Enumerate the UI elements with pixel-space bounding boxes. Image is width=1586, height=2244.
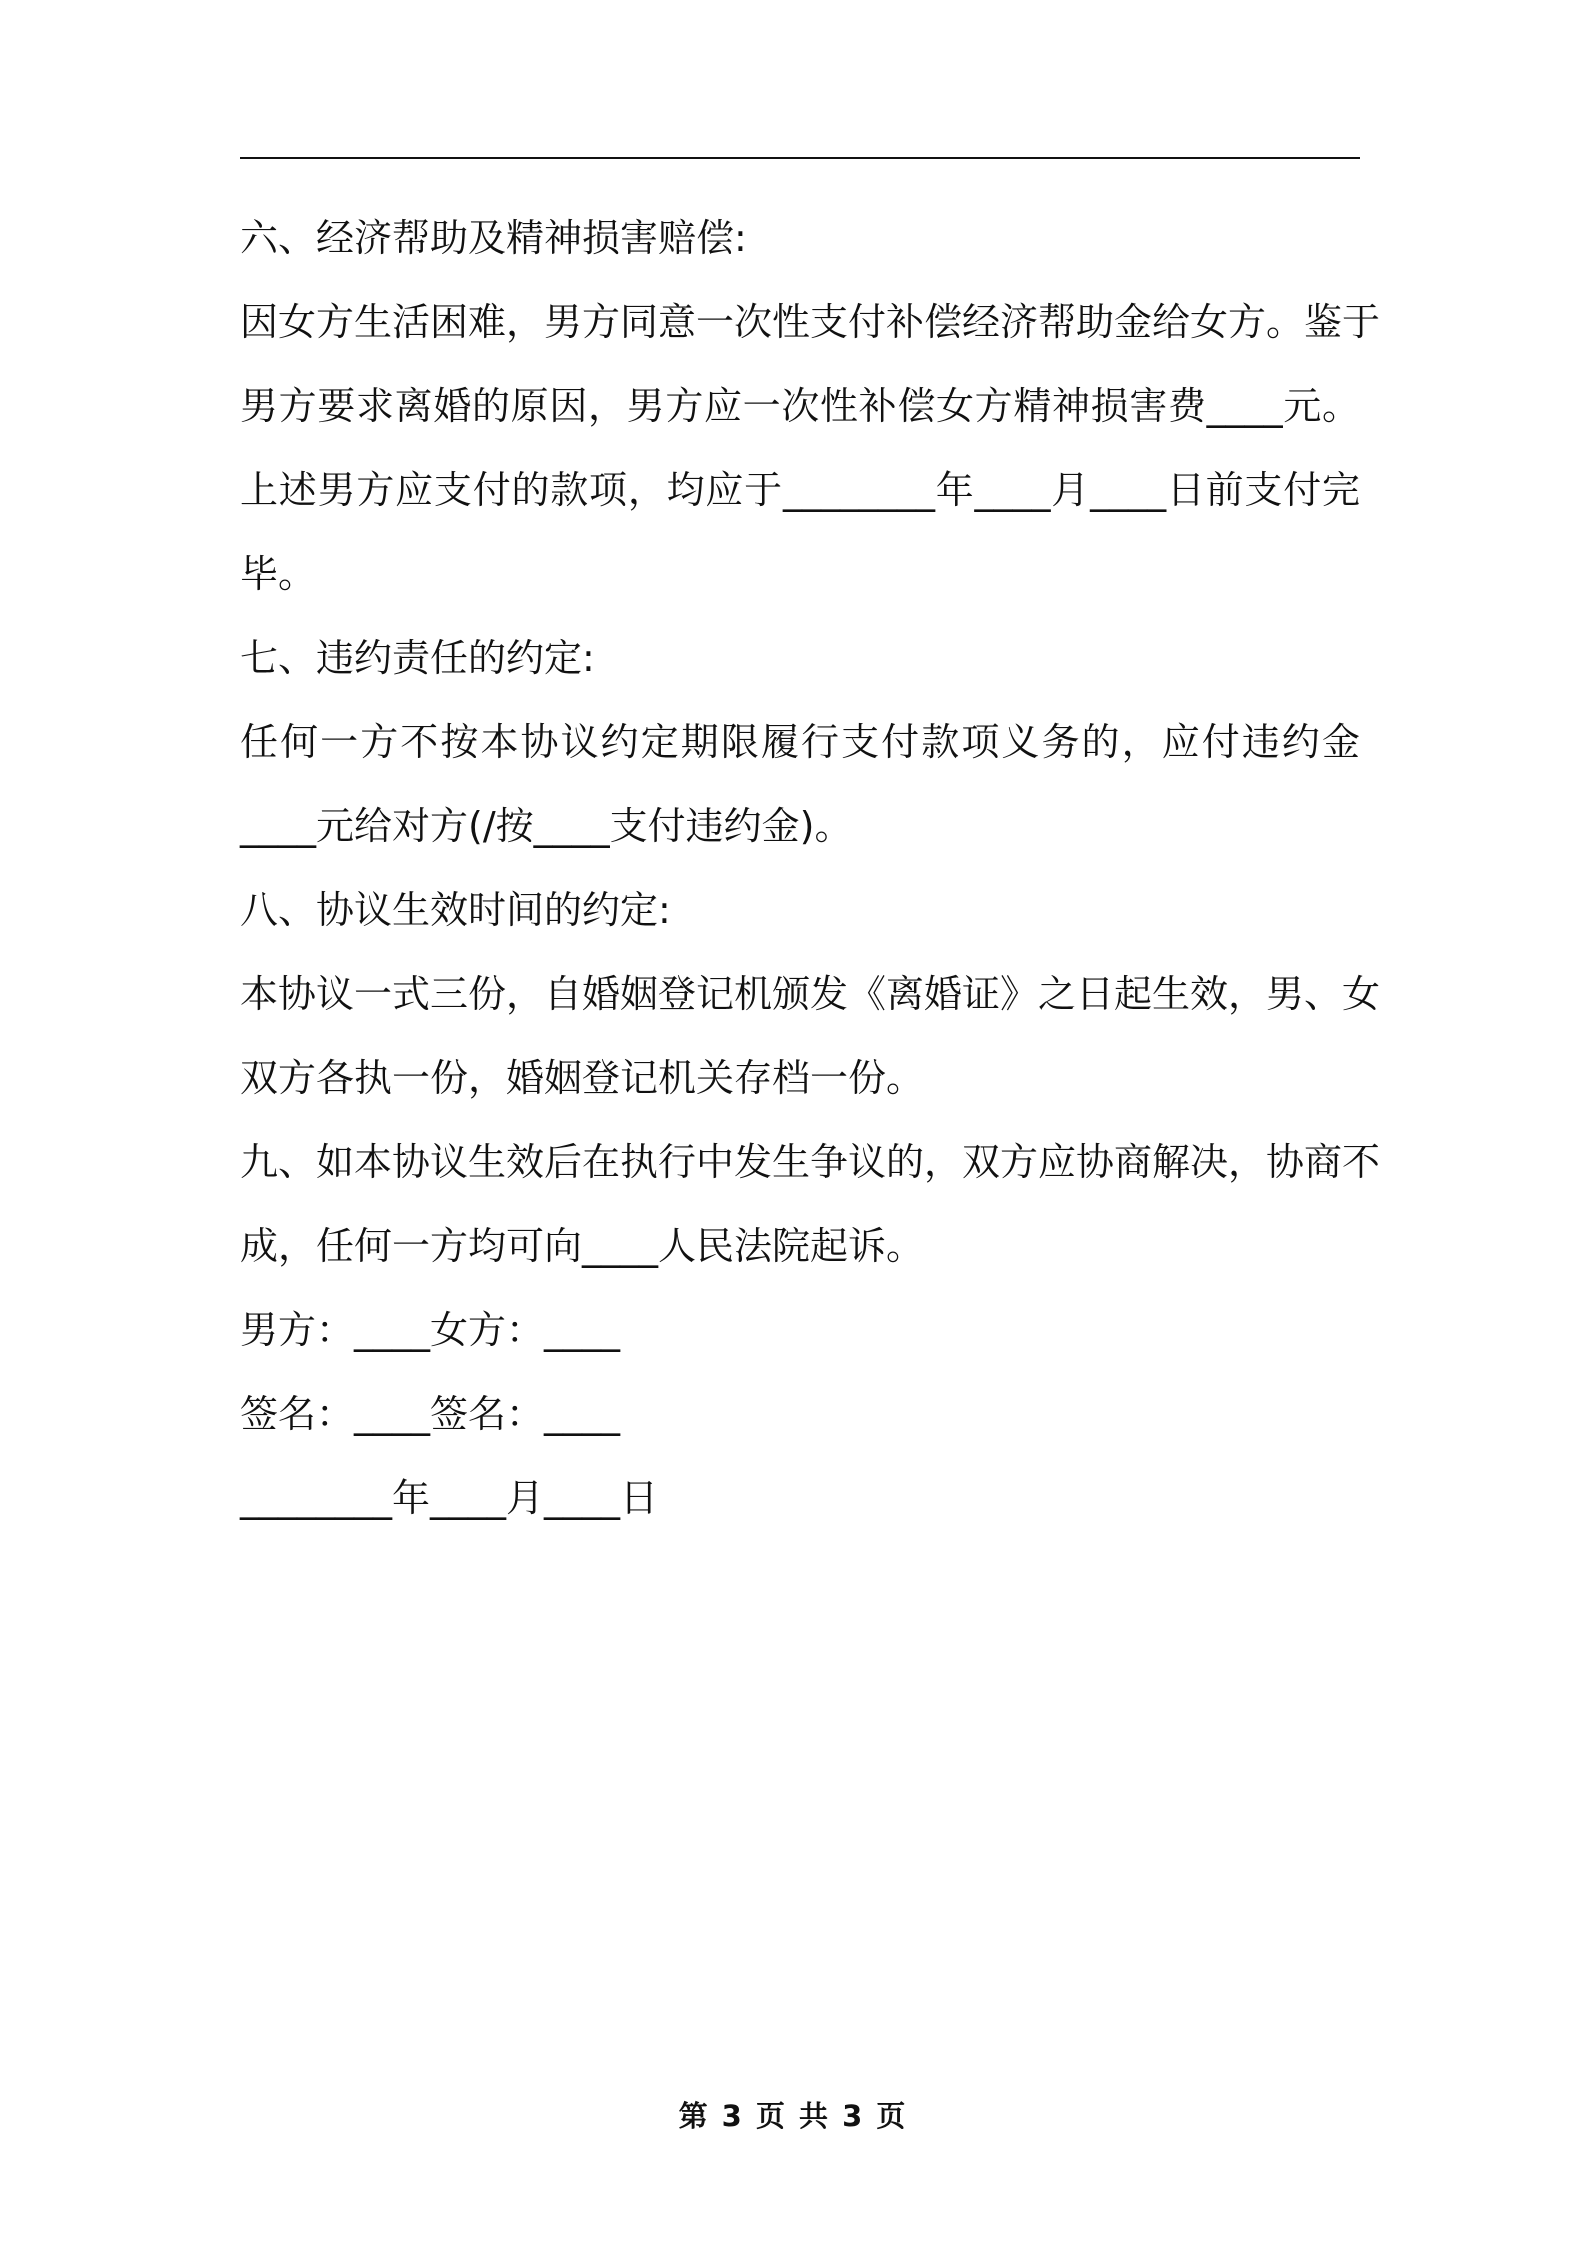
paragraph-line: ____元给对方(/按____支付违约金)。 xyxy=(240,804,853,848)
party-line: 男方：____女方：____ xyxy=(240,1308,621,1352)
page-number-footer: 第 3 页 共 3 页 xyxy=(678,2099,908,2133)
document-body xyxy=(240,196,1381,1540)
paragraph-line: 任何一方不按本协议约定期限履行支付款项义务的，应付违约金 xyxy=(240,720,1360,764)
header-divider xyxy=(240,157,1360,159)
signature-line: 签名：____签名：____ xyxy=(240,1392,621,1436)
section-heading: 八、协议生效时间的约定: xyxy=(240,888,671,932)
paragraph-line: 双方各执一份，婚姻登记机关存档一份。 xyxy=(240,1056,925,1100)
paragraph-line: 上述男方应支付的款项，均应于________年____月____日前支付完 xyxy=(240,468,1360,512)
paragraph-line: 因女方生活困难，男方同意一次性支付补偿经济帮助金给女方。鉴于 xyxy=(240,300,1381,344)
paragraph-line: 毕。 xyxy=(240,552,317,596)
section-heading: 九、如本协议生效后在执行中发生争议的，双方应协商解决，协商不 xyxy=(240,1140,1381,1184)
paragraph-line: 男方要求离婚的原因，男方应一次性补偿女方精神损害费____元。 xyxy=(240,384,1360,428)
paragraph-line: 本协议一式三份，自婚姻登记机颁发《离婚证》之日起生效，男、女 xyxy=(240,972,1381,1016)
date-line: ________年____月____日 xyxy=(240,1476,659,1520)
paragraph-line: 成，任何一方均可向____人民法院起诉。 xyxy=(240,1224,925,1268)
section-heading: 七、违约责任的约定: xyxy=(240,636,595,680)
section-heading: 六、经济帮助及精神损害赔偿: xyxy=(240,216,747,260)
